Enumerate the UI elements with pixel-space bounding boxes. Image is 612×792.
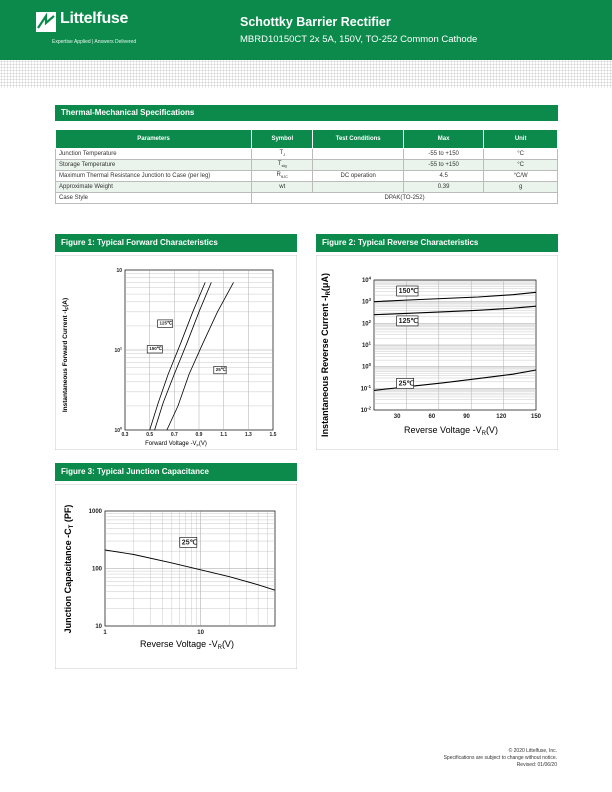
figure-2-title: Figure 2: Typical Reverse Characteristics — [316, 234, 558, 252]
col-header-symbol: Symbol — [252, 130, 313, 149]
chart-labels — [180, 537, 198, 547]
max-cell: -55 to +150 — [403, 160, 483, 171]
col-header-test-conditions: Test Conditions — [313, 130, 404, 149]
figure-3-chart — [55, 484, 297, 669]
brand-name: Littelfuse — [60, 10, 129, 27]
unit-cell: °C — [484, 149, 558, 160]
col-header-parameters: Parameters — [56, 130, 252, 149]
y-axis-label: Instantaneous Forward Current $-I_F(A)$ — [62, 297, 70, 413]
x-axis-label: Reverse Voltage $-V_R(V)$ — [404, 425, 498, 437]
condition-cell — [313, 149, 404, 160]
y-tick-label: $10^3$ — [361, 297, 371, 306]
symbol-cell: $T_{stg}$ — [252, 160, 313, 171]
series-label: 150℃ — [149, 346, 162, 351]
x-axis-label: Reverse Voltage $-V_R(V)$ — [140, 639, 234, 651]
series-label: 25℃ — [215, 366, 226, 372]
figure-2-chart — [316, 255, 558, 450]
x-tick-label: 1.5 — [269, 432, 277, 438]
x-tick-label: 0.3 — [121, 432, 129, 438]
chart-grid — [105, 511, 275, 626]
thermal-spec-table — [55, 129, 558, 204]
col-header-unit: Unit — [484, 130, 558, 149]
table-row — [56, 149, 558, 160]
param-cell: Case Style — [56, 193, 252, 204]
symbol-cell: $R_{\theta JC}$ — [252, 171, 313, 182]
x-tick-label: 1 — [103, 630, 107, 636]
thermal-section-title: Thermal-Mechanical Specifications — [55, 105, 558, 121]
x-tick-label: 10 — [197, 630, 204, 636]
x-tick-label: 1.1 — [220, 432, 228, 438]
x-axis-label: Forward Voltage $-V_F(V)$ — [145, 441, 207, 448]
x-tick-label: 150 — [530, 414, 542, 420]
dotted-band — [0, 60, 612, 88]
page-header — [0, 0, 612, 60]
x-tick-label: 120 — [496, 414, 507, 420]
x-tick-label: 90 — [463, 414, 470, 420]
copyright-text: © 2020 Littelfuse, Inc. — [508, 748, 557, 754]
table-row — [56, 193, 558, 204]
y-tick-label: $10^4$ — [361, 275, 371, 284]
x-tick-label: 0.5 — [146, 432, 154, 438]
figure-1-chart — [55, 255, 297, 450]
littelfuse-logo-icon — [36, 12, 56, 32]
symbol-cell: wt — [252, 182, 313, 193]
y-tick-label: $10^1$ — [114, 346, 122, 354]
y-tick-label: $10^1$ — [361, 340, 371, 349]
y-tick-label: 1000 — [88, 509, 102, 515]
param-cell: Storage Temperature — [56, 160, 252, 171]
y-tick-label: $10^0$ — [361, 362, 371, 371]
unit-cell: g — [484, 182, 558, 193]
series-label: 25℃ — [398, 380, 415, 388]
y-tick-label: 100 — [91, 566, 102, 573]
max-cell: -55 to +150 — [403, 149, 483, 160]
condition-cell — [313, 160, 404, 171]
y-axis-label: Instantaneous Reverse Current $-I_R(\mu A)$ — [320, 273, 332, 437]
table-row — [56, 182, 558, 193]
y-tick-label: $10^{-1}$ — [360, 383, 371, 393]
x-tick-label: 1.3 — [244, 432, 252, 438]
param-cell: Approximate Weight — [56, 182, 252, 193]
brand-tagline: Expertise Applied | Answers Delivered — [52, 39, 137, 45]
y-tick-label: 10 — [116, 268, 122, 274]
max-cell: 0.39 — [403, 182, 483, 193]
table-row — [56, 171, 558, 182]
table-header-row — [56, 130, 558, 149]
y-tick-label: $10^2$ — [361, 318, 371, 328]
figure-1-title: Figure 1: Typical Forward Characteristics — [55, 234, 297, 252]
condition-cell — [313, 182, 404, 193]
page-footer — [444, 748, 557, 769]
unit-cell: °C — [484, 160, 558, 171]
table-row — [56, 160, 558, 171]
document-title: Schottky Barrier Rectifier — [240, 15, 391, 29]
max-cell: 4.5 — [403, 171, 483, 182]
chart-grid — [374, 280, 536, 410]
param-cell: Junction Temperature — [56, 149, 252, 160]
figure-3-title: Figure 3: Typical Junction Capacitance — [55, 463, 297, 481]
case-style-cell: DPAK(TO-252) — [252, 193, 558, 204]
series-label: 150℃ — [398, 288, 419, 295]
series-label: 125℃ — [159, 320, 173, 326]
y-tick-label: $10^0$ — [114, 426, 122, 434]
revision-text: Revised: 01/06/20 — [516, 762, 557, 768]
x-tick-label: 60 — [428, 414, 436, 420]
y-tick-label: 10 — [95, 624, 102, 630]
series-label: 25℃ — [181, 539, 198, 547]
y-tick-label: $10^{-2}$ — [360, 405, 371, 414]
document-subtitle: MBRD10150CT 2x 5A, 150V, TO-252 Common Cathode — [240, 34, 478, 45]
disclaimer-text: Specifications are subject to change without notice. — [443, 755, 557, 761]
symbol-cell: $T_J$ — [252, 149, 313, 160]
x-tick-label: 0.9 — [195, 432, 203, 438]
unit-cell: °C/W — [484, 171, 558, 182]
series-label: 125℃ — [398, 317, 419, 325]
y-axis-label: Junction Capacitance $-C_T$ (PF) — [63, 504, 75, 634]
x-tick-label: 0.7 — [170, 432, 178, 438]
condition-cell: DC operation — [313, 171, 404, 182]
x-tick-label: 30 — [393, 414, 401, 420]
col-header-max: Max — [403, 130, 483, 149]
param-cell: Maximum Thermal Resistance Junction to Case (per leg) — [56, 171, 252, 182]
